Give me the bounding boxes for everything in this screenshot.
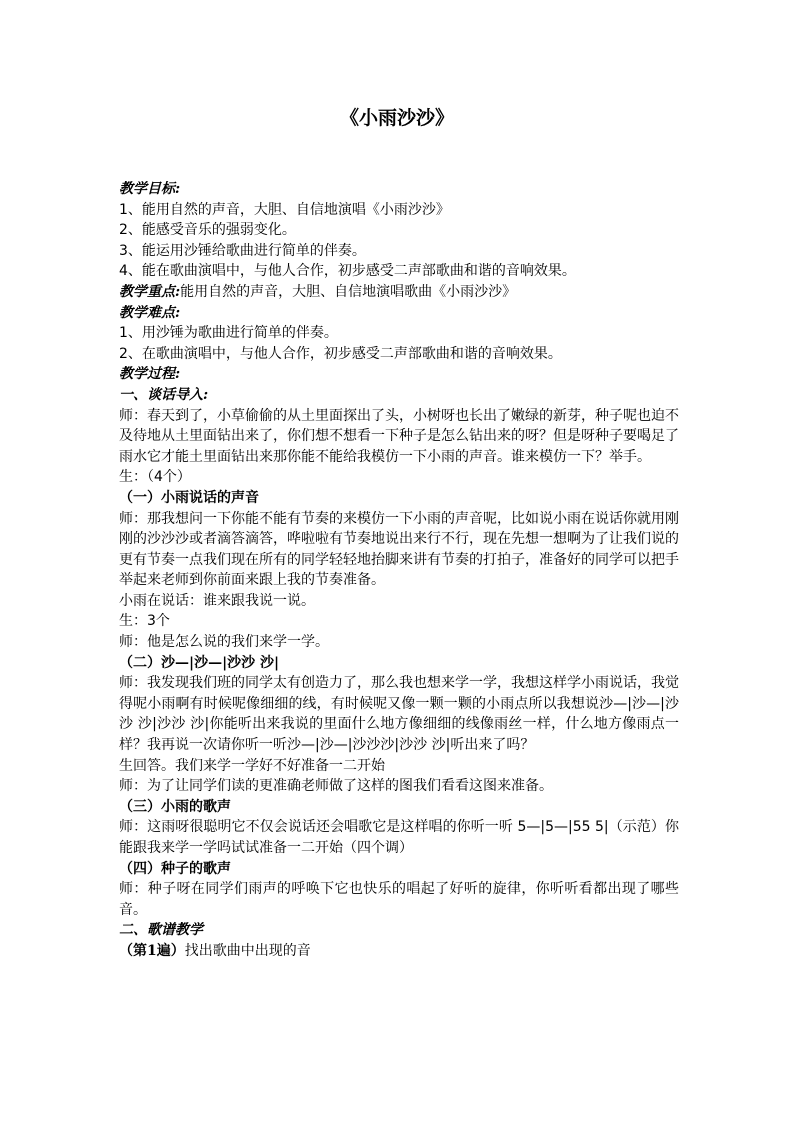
document-body xyxy=(119,179,679,962)
key-point-line xyxy=(119,282,679,303)
process-heading: 教学过程: xyxy=(119,366,181,383)
part1-heading: 一、谈话导入: xyxy=(119,386,209,403)
section3-heading: （三）小雨的歌声 xyxy=(119,798,231,815)
goal-item: 1、能用自然的声音，大胆、自信地演唱《小雨沙沙》 xyxy=(119,201,450,218)
section2-teacher: 师：为了让同学们读的更准确老师做了这样的图我们看看这图来准备。 xyxy=(119,778,553,795)
pass1-line xyxy=(119,941,679,962)
section3-paragraph: 师：这雨呀很聪明它不仅会说话还会唱歌它是这样唱的你听一听 5—|5—|55 5|（示范）你能跟我来学一学吗试试准备一二开始（四个调） xyxy=(119,819,679,856)
part2-heading: 二、歌谱教学 xyxy=(119,922,203,939)
intro-paragraph: 师：春天到了，小草偷偷的从土里面探出了头，小树呀也长出了嫩绿的新芽，种子呢也迫不及待地从土里面钻出来了，你们想不想看一下种子是怎么钻出来的呀？但是呀种子要喝足了雨水它才能土里面钻出来那你能不能给我模仿一下小雨的声音。谁来模仿一下？举手。 xyxy=(119,407,679,465)
difficulty-item: 2、在歌曲演唱中，与他人合作，初步感受二声部歌曲和谐的音响效果。 xyxy=(119,345,562,362)
goals-heading: 教学目标: xyxy=(119,181,181,197)
section2-paragraph: 师：我发现我们班的同学太有创造力了，那么我也想来学一学，我想这样学小雨说话，我觉得呢小雨啊有时候呢像细细的线，有时候呢又像一颗一颗的小雨点所以我想说沙—|沙—|沙沙 沙|沙沙 沙|你能听出来我说的里面什么地方像细细的线像雨丝一样，什么地方像雨点一样？我再说一次请你听一听沙—|沙—|沙沙沙|沙沙 沙|听出来了吗？ xyxy=(119,675,679,754)
key-point-label: 教学重点: xyxy=(119,283,181,300)
section4-paragraph: 师：种子呀在同学们雨声的呼唤下它也快乐的唱起了好听的旋律，你听听看都出现了哪些音。 xyxy=(119,881,679,918)
section2-answer: 生回答。我们来学一学好不好准备一二开始 xyxy=(119,757,385,774)
goal-item: 3、能运用沙锤给歌曲进行简单的伴奏。 xyxy=(119,242,366,259)
section2-heading: （二）沙—|沙—|沙沙 沙| xyxy=(119,654,280,671)
key-point-text: 能用自然的声音，大胆、自信地演唱歌曲《小雨沙沙》 xyxy=(180,283,517,300)
goal-item: 4、能在歌曲演唱中，与他人合作，初步感受二声部歌曲和谐的音响效果。 xyxy=(119,263,576,280)
pass1-text: 找出歌曲中出现的音 xyxy=(184,942,311,959)
student-response: 生：3个 xyxy=(119,613,170,630)
difficulty-heading: 教学难点: xyxy=(119,304,181,321)
teacher-line: 师：他是怎么说的我们来学一学。 xyxy=(119,634,329,651)
student-response: 生：（4个） xyxy=(119,469,191,486)
goal-item: 2、能感受音乐的强弱变化。 xyxy=(119,222,296,239)
section1-heading: （一）小雨说话的声音 xyxy=(119,489,259,506)
section1-rain-line: 小雨在说话：谁来跟我说一说。 xyxy=(119,592,315,609)
difficulty-item: 1、用沙锤为歌曲进行简单的伴奏。 xyxy=(119,325,338,342)
section4-heading: （四）种子的歌声 xyxy=(119,860,231,877)
pass1-label: （第1遍） xyxy=(119,942,185,959)
page-title: 《小雨沙沙》 xyxy=(339,107,454,129)
section1-paragraph: 师：那我想问一下你能不能有节奏的来模仿一下小雨的声音呢，比如说小雨在说话你就用刚刚的沙沙沙或者滴答滴答，哗啦啦有节奏地说出来行不行，现在先想一想啊为了让我们说的更有节奏一点我们现在所有的同学轻轻地抬脚来讲有节奏的打拍子，准备好的同学可以把手举起来老师到你前面来跟上我的节奏准备。 xyxy=(119,510,679,589)
